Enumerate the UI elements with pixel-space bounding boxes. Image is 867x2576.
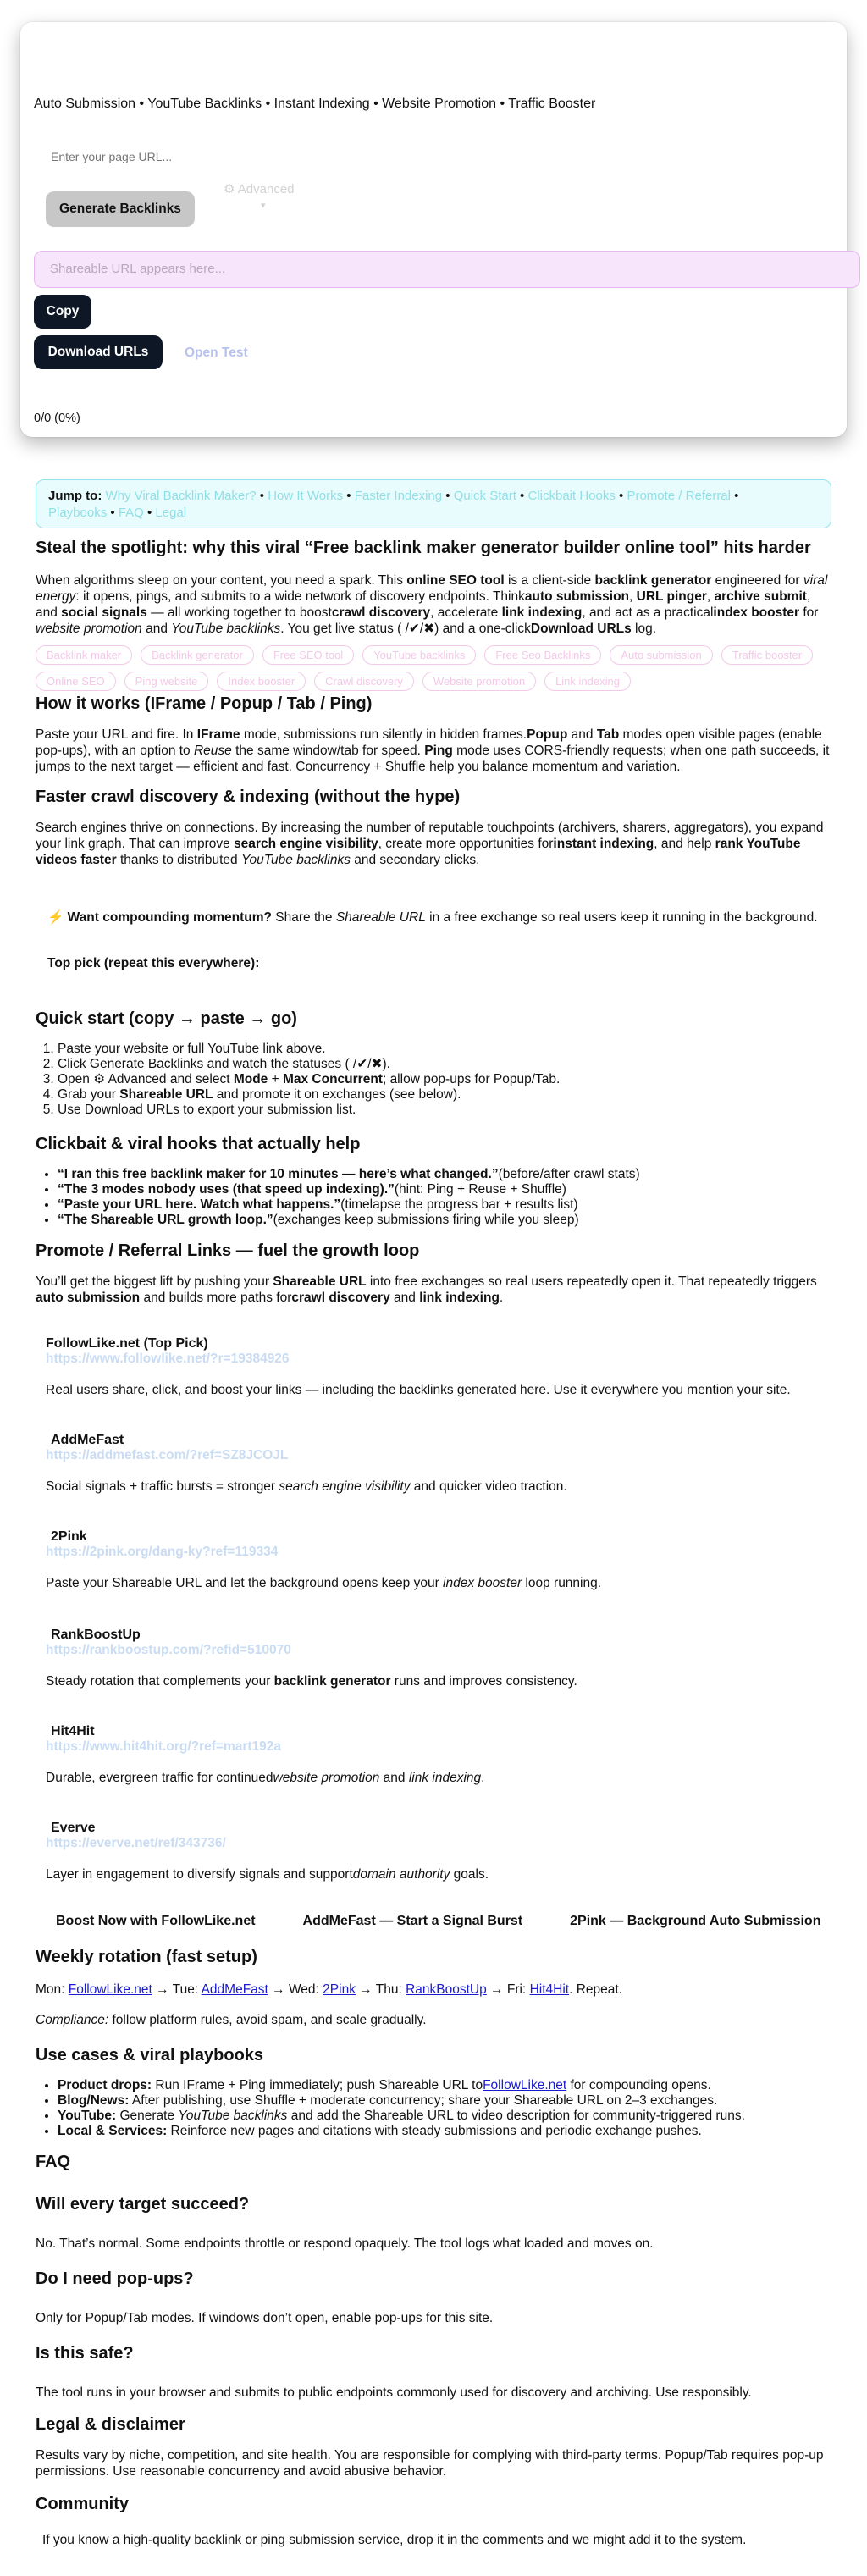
list-item: • “Paste your URL here. Watch what happens.”(timelapse the progress bar + results list) <box>58 1197 837 1213</box>
intro-paragraph: When algorithms sleep on your content, you need a spark. This online SEO tool is a client-side backlink generator engineered for viral energy: it opens, pings, and submits to a wide network of discovery endpoints. Thinkauto submission, URL pinger, archive submit, and social signals — all working together to boostcrawl discovery, accelerate link indexing, and act as a practicalindex booster for website promotion and YouTube backlinks. You get live status ( /✔/✖) and a one-clickDownload URLs log. <box>36 573 828 636</box>
link-2pink[interactable]: 2Pink <box>323 1982 356 1997</box>
community-heading: Community <box>36 2495 129 2513</box>
chevron-down-icon: ▾ <box>261 201 266 211</box>
list-item: 4. Grab your Shareable URL and promote it on exchanges (see below). <box>58 1087 837 1103</box>
partner-link[interactable]: https://www.hit4hit.org/?ref=mart192a <box>46 1739 282 1754</box>
community-text: If you know a high-quality backlink or ping submission service, drop it in the comments and we might add it to the system. <box>42 2533 747 2547</box>
keyword-chip: Website promotion <box>422 672 536 691</box>
keyword-chip: Backlink generator <box>141 645 254 665</box>
faq-heading: FAQ <box>36 2153 71 2171</box>
generate-backlinks-button[interactable]: Generate Backlinks <box>46 191 195 227</box>
list-item: • Product drops: Run IFrame + Ping immediately; push Shareable URL toFollowLike.net for compounding opens. <box>58 2078 837 2093</box>
partner-name: AddMeFast <box>51 1433 124 1447</box>
partner-addmefast <box>46 1433 289 1463</box>
faq-answer: The tool runs in your browser and submits to public endpoints commonly used for discovery and archiving. Use responsibly. <box>36 2385 752 2400</box>
faq-answer: Only for Popup/Tab modes. If windows don’t open, enable pop-ups for this site. <box>36 2311 494 2325</box>
keyword-chip: Index booster <box>217 672 306 691</box>
how-paragraph: Paste your URL and fire. In IFrame mode, submissions run silently in hidden frames.Popup and Tab modes open visible pages (enable pop-ups), with an option to Reuse the same window/tab for speed. Ping mode uses CORS-friendly requests; when one path succeeds, it jumps to the next target — efficient and fast. Concurrency + Shuffle help you balance momentum and variation. <box>36 727 830 774</box>
partner-link[interactable]: https://everve.net/ref/343736/ <box>46 1836 226 1850</box>
partner-link[interactable]: https://www.followlike.net/?r=19384926 <box>46 1352 290 1366</box>
partner-desc: Paste your Shareable URL and let the background opens keep your index booster loop running. <box>46 1576 602 1590</box>
jump-link-hooks[interactable]: Clickbait Hooks <box>527 489 616 503</box>
url-input[interactable] <box>34 139 406 174</box>
legal-text: Results vary by niche, competition, and site health. You are responsible for complying with third-party terms. Popup/Tab requires pop-up permissions. Use reasonable concurrency and avoid abusive behavior. <box>36 2448 824 2479</box>
boost-addmefast-button[interactable]: AddMeFast — Start a Signal Burst <box>302 1914 523 1928</box>
jump-link-quick-start[interactable]: Quick Start <box>453 489 516 503</box>
partner-name: Hit4Hit <box>51 1724 95 1739</box>
link-followlike[interactable]: FollowLike.net <box>483 2078 567 2092</box>
advanced-toggle[interactable]: ⚙ Advanced <box>224 182 295 196</box>
keyword-chip: Free Seo Backlinks <box>484 645 601 665</box>
list-item: • YouTube: Generate YouTube backlinks and add the Shareable URL to video description for community-triggered runs. <box>58 2109 837 2124</box>
keyword-chip: Traffic booster <box>721 645 813 665</box>
keyword-chip: Auto submission <box>610 645 712 665</box>
weekly-rotation: Mon: FollowLike.net → Tue: AddMeFast → Wed: 2Pink → Thu: RankBoostUp → Fri: Hit4Hit. Repeat. <box>36 1982 622 1997</box>
list-item: • Local & Services: Reinforce new pages and citations with steady submissions and periodic exchange pushes. <box>58 2124 837 2139</box>
hooks-list <box>36 1167 837 1228</box>
keyword-chip: YouTube backlinks <box>362 645 476 665</box>
partner-hit4hit <box>46 1724 282 1755</box>
keyword-chip: Ping website <box>124 672 209 691</box>
partner-desc: Layer in engagement to diversify signals and supportdomain authority goals. <box>46 1867 489 1882</box>
list-item: 2. Click Generate Backlinks and watch the statuses ( /✔/✖). <box>58 1057 837 1072</box>
jump-link-why[interactable]: Why Viral Backlink Maker? <box>105 489 257 503</box>
faq-question: Do I need pop-ups? <box>36 2269 194 2288</box>
keyword-chip: Link indexing <box>544 672 631 691</box>
jump-link-faq[interactable]: FAQ <box>118 506 144 520</box>
shareable-url-field[interactable]: Shareable URL appears here... <box>34 251 860 288</box>
intro-heading: Steal the spotlight: why this viral “Free backlink maker generator builder online tool” hits harder <box>36 539 811 557</box>
tool-card <box>20 22 847 437</box>
quick-start-list <box>36 1042 837 1118</box>
keyword-chip: Free SEO tool <box>262 645 354 665</box>
lightning-icon: ⚡ <box>47 910 64 925</box>
download-urls-button[interactable]: Download URLs <box>34 335 163 369</box>
partner-name: RankBoostUp <box>51 1628 141 1642</box>
partner-desc: Steady rotation that complements your backlink generator runs and improves consistency. <box>46 1674 577 1689</box>
jump-link-faster[interactable]: Faster Indexing <box>354 489 443 503</box>
faq-answer: No. That’s normal. Some endpoints throttle or respond opaquely. The tool logs what loaded and moves on. <box>36 2236 654 2251</box>
boost-followlike-button[interactable]: Boost Now with FollowLike.net <box>56 1914 256 1928</box>
partner-rankboostup <box>46 1628 291 1658</box>
list-item: • “I ran this free backlink maker for 10 minutes — here’s what changed.”(before/after crawl stats) <box>58 1167 837 1182</box>
weekly-heading: Weekly rotation (fast setup) <box>36 1948 257 1966</box>
list-item: • Blog/News: After publishing, use Shuffle + moderate concurrency; share your Shareable URL on 2–3 exchanges. <box>58 2093 837 2109</box>
progress-counter: 0/0 (0%) <box>34 412 80 425</box>
quick-start-heading: Quick start (copy → paste → go) <box>36 1009 297 1028</box>
partner-name: FollowLike.net (Top Pick) <box>46 1336 208 1351</box>
compliance-note: Compliance: follow platform rules, avoid spam, and scale gradually. <box>36 2013 427 2027</box>
partner-everve <box>46 1821 226 1851</box>
jump-link-legal[interactable]: Legal <box>155 506 187 520</box>
partner-link[interactable]: https://rankboostup.com/?refid=510070 <box>46 1643 291 1657</box>
faster-heading: Faster crawl discovery & indexing (without the hype) <box>36 788 461 806</box>
list-item: 3. Open ⚙ Advanced and select Mode + Max Concurrent; allow pop-ups for Popup/Tab. <box>58 1072 837 1087</box>
keyword-chip: Backlink maker <box>36 645 132 665</box>
partner-name: 2Pink <box>51 1529 87 1544</box>
momentum-callout: ⚡ Want compounding momentum? Share the Shareable URL in a free exchange so real users keep it running in the background. <box>47 910 818 925</box>
link-followlike[interactable]: FollowLike.net <box>68 1982 152 1997</box>
copy-button[interactable]: Copy <box>34 295 91 329</box>
keyword-chips <box>36 645 867 691</box>
link-hit4hit[interactable]: Hit4Hit <box>529 1982 570 1997</box>
usecases-heading: Use cases & viral playbooks <box>36 2046 264 2065</box>
boost-buttons <box>56 1914 820 1929</box>
hooks-heading: Clickbait & viral hooks that actually help <box>36 1135 361 1153</box>
link-rankboostup[interactable]: RankBoostUp <box>406 1982 487 1997</box>
jump-link-how[interactable]: How It Works <box>268 489 344 503</box>
keyword-chip: Crawl discovery <box>314 672 414 691</box>
partner-desc: Real users share, click, and boost your links — including the backlinks generated here. Use it everywhere you mention your site. <box>46 1383 791 1397</box>
list-item: • “The 3 modes nobody uses (that speed up indexing).”(hint: Ping + Reuse + Shuffle) <box>58 1182 837 1197</box>
tool-tagline: Auto Submission • YouTube Backlinks • Instant Indexing • Website Promotion • Traffic Booster <box>34 97 596 111</box>
partner-desc: Durable, evergreen traffic for continuedwebsite promotion and link indexing. <box>46 1771 485 1785</box>
promote-paragraph: You’ll get the biggest lift by pushing your Shareable URL into free exchanges so real users repeatedly open it. That repeatedly triggers auto submission and builds more paths forcrawl discovery and link indexing. <box>36 1274 817 1305</box>
faq-question: Is this safe? <box>36 2344 134 2363</box>
jump-link-promote[interactable]: Promote / Referral <box>627 489 731 503</box>
jump-link-playbooks[interactable]: Playbooks <box>48 506 108 520</box>
legal-heading: Legal & disclaimer <box>36 2415 185 2434</box>
promote-heading: Promote / Referral Links — fuel the growth loop <box>36 1241 420 1260</box>
top-pick-label: Top pick (repeat this everywhere): <box>47 956 260 970</box>
list-item: 5. Use Download URLs to export your submission list. <box>58 1103 837 1118</box>
partner-link[interactable]: https://addmefast.com/?ref=SZ8JCOJL <box>46 1448 289 1462</box>
partner-2pink <box>46 1529 279 1560</box>
list-item: 1. Paste your website or full YouTube link above. <box>58 1042 837 1057</box>
faq-question: Will every target succeed? <box>36 2195 250 2214</box>
partner-name: Everve <box>51 1821 96 1835</box>
link-addmefast[interactable]: AddMeFast <box>201 1982 268 1997</box>
how-heading: How it works (IFrame / Popup / Tab / Ping) <box>36 694 373 713</box>
keyword-chip: Online SEO <box>36 672 116 691</box>
jump-label: Jump to: <box>48 489 102 503</box>
faster-paragraph: Search engines thrive on connections. By increasing the number of reputable touchpoints (archivers, sharers, aggregators), you expand your link graph. That can improve search engine visibility, create more opportunities forinstant indexing, and help rank YouTube videos faster thanks to distributed YouTube backlinks and secondary clicks. <box>36 821 824 867</box>
list-item: • “The Shareable URL growth loop.”(exchanges keep submissions firing while you sleep) <box>58 1213 837 1228</box>
boost-2pink-button[interactable]: 2Pink — Background Auto Submission <box>570 1914 821 1928</box>
open-test-link[interactable]: Open Test <box>185 345 248 360</box>
partner-link[interactable]: https://2pink.org/dang-ky?ref=119334 <box>46 1545 279 1559</box>
jump-nav: Jump to: Why Viral Backlink Maker? • How It Works • Faster Indexing • Quick Start • Clickbait Hooks • Promote / Referral • Playbooks • FAQ • Legal <box>36 479 831 528</box>
partner-desc: Social signals + traffic bursts = stronger search engine visibility and quicker video traction. <box>46 1479 567 1494</box>
partner-followlike <box>46 1336 290 1367</box>
usecases-list <box>36 2078 837 2139</box>
